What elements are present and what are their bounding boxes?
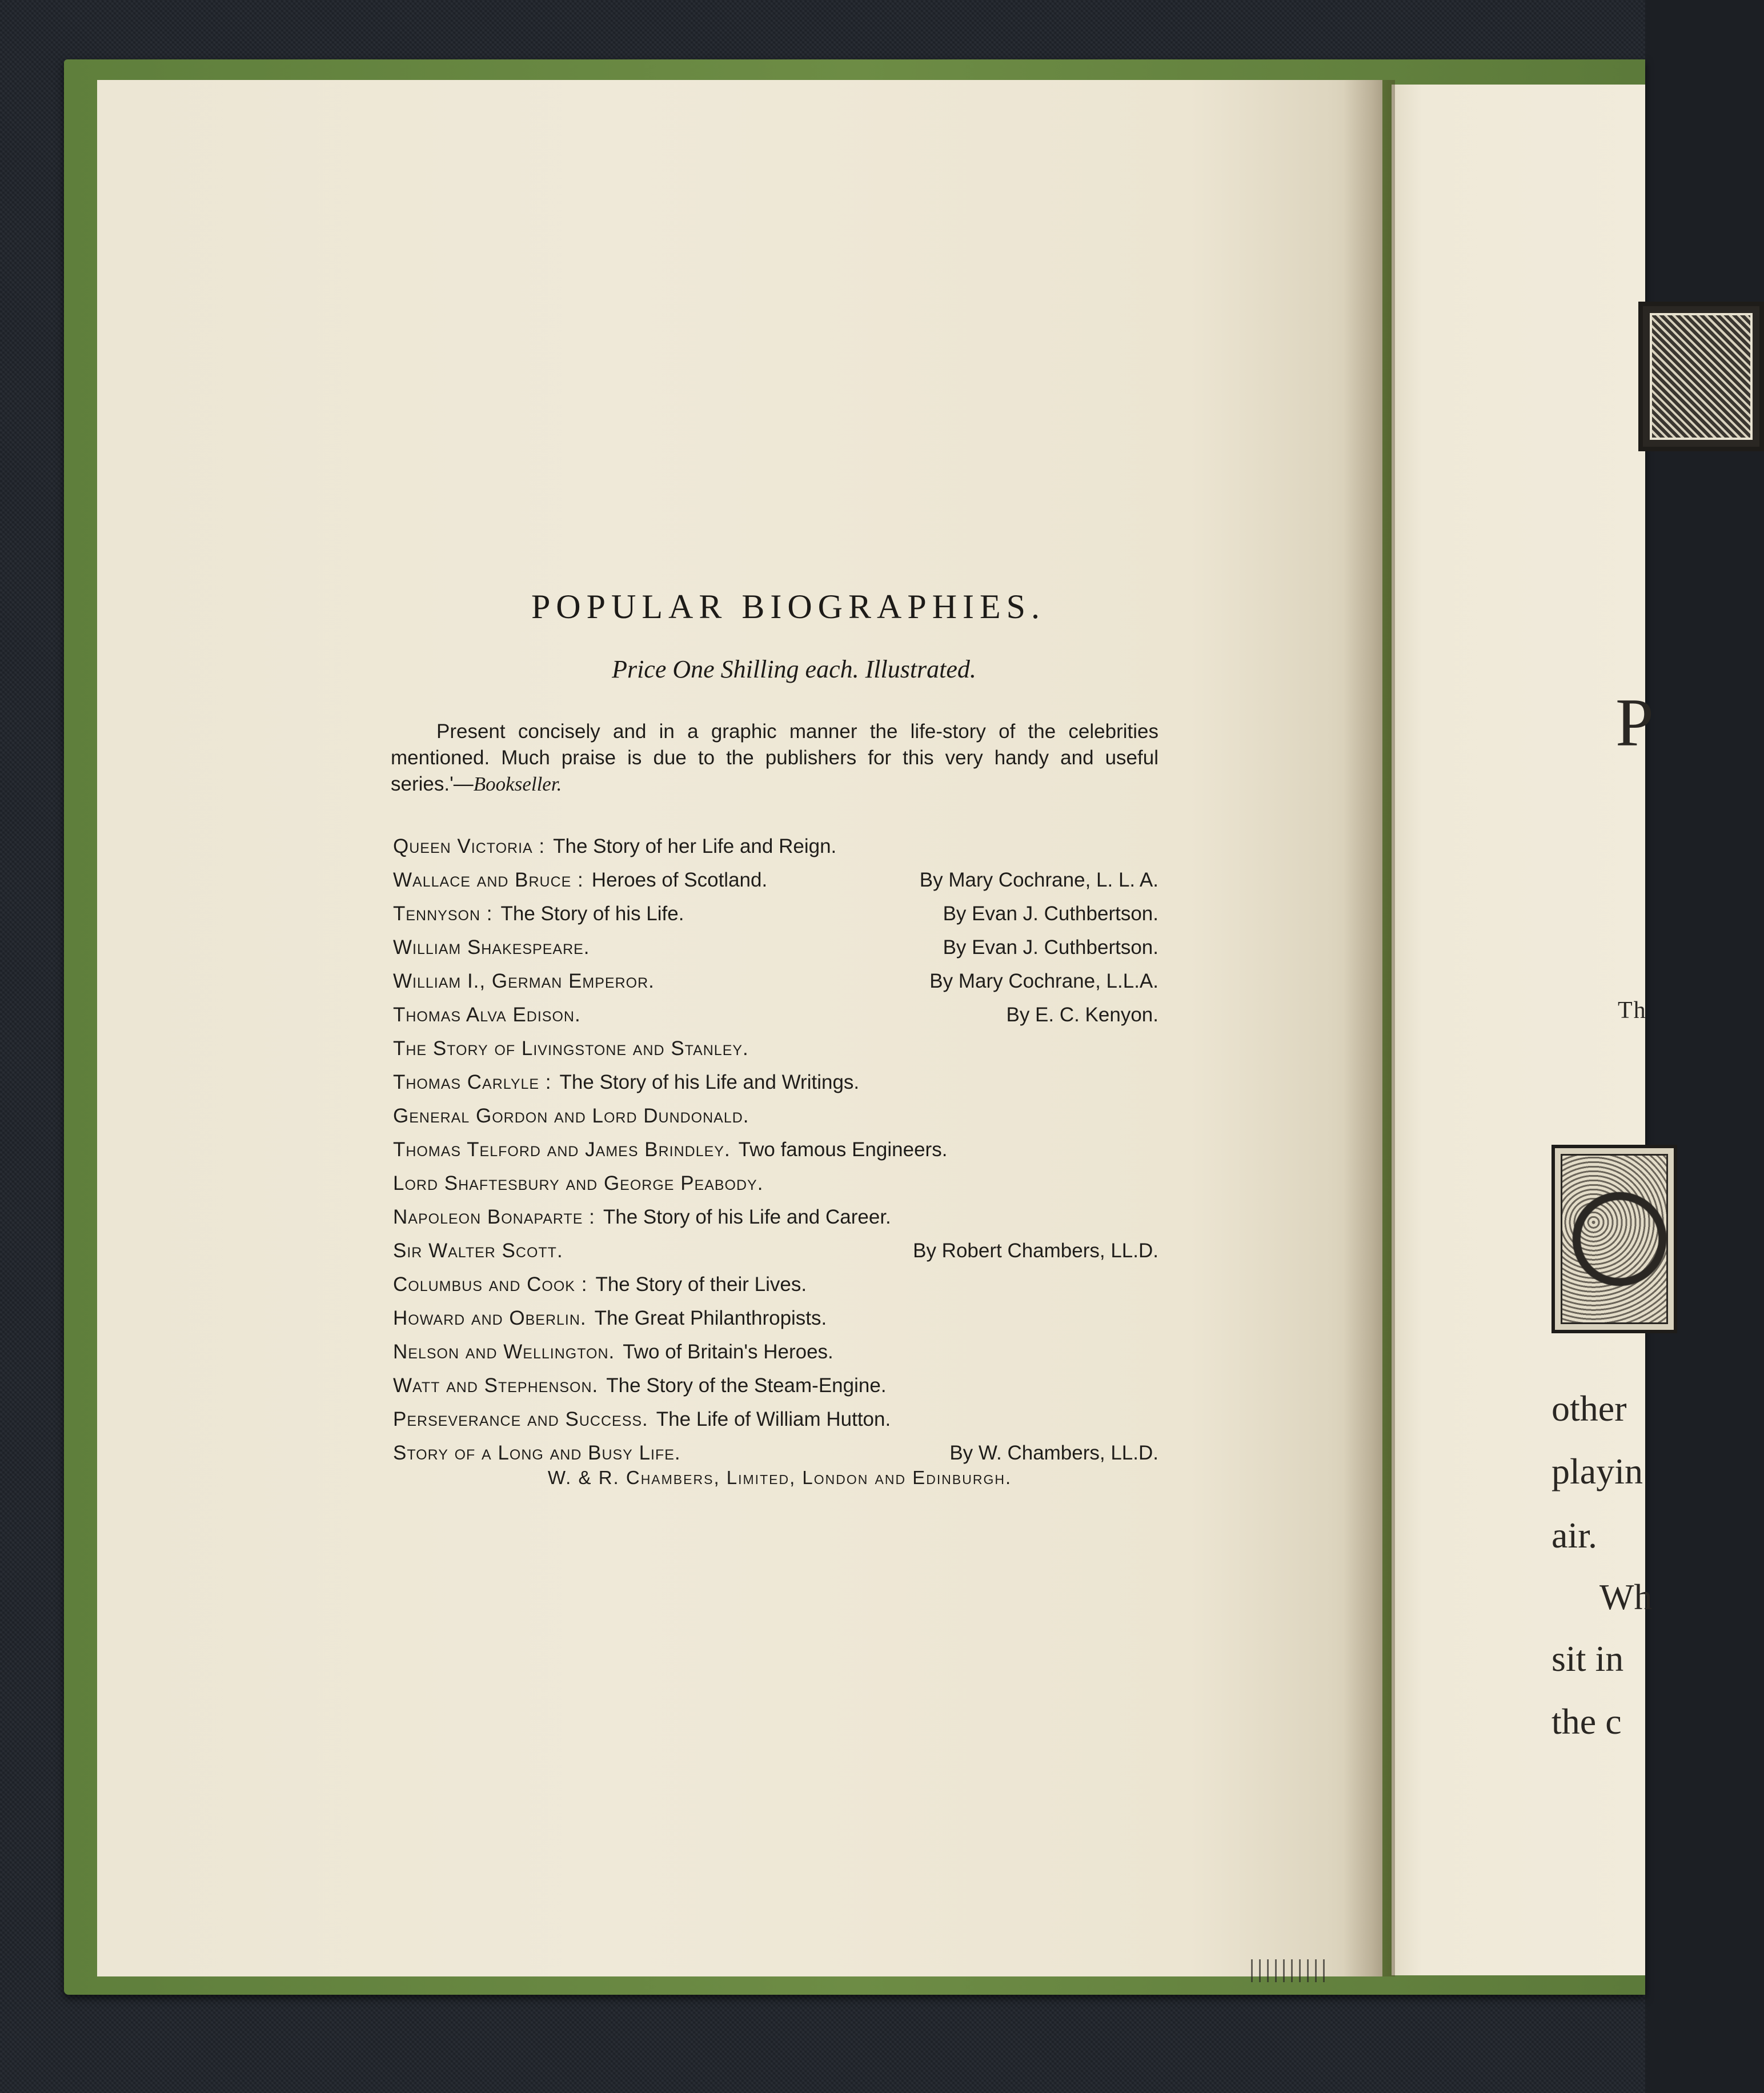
book-list-item [393,1335,1158,1369]
publisher-line: W. & R. Chambers, Limited, London and Edinburgh. [547,1467,1012,1488]
book-list-item [393,1234,1158,1268]
book-list [393,829,1158,1470]
price-line: Price One Shilling each. Illustrated. [612,655,976,683]
book-list-item [393,1268,1158,1301]
book-title: The Story of Livingstone and Stanley. [393,1037,749,1060]
ornamental-initial-icon [1551,1145,1677,1333]
book-title: Thomas Telford and James Brindley. [393,1138,731,1161]
book-author: By Evan J. Cuthbertson. [943,936,1158,959]
book-subtitle: The Story of his Life and Writings. [559,1071,860,1093]
book-title: Story of a Long and Busy Life. [393,1442,681,1464]
book-title: Wallace and Bruce : [393,869,584,891]
right-page-small-fragment: Th [1618,997,1647,1024]
book-list-item [393,863,1158,897]
book-author: By Mary Cochrane, L.L.A. [929,970,1158,992]
page-title: POPULAR BIOGRAPHIES. [531,588,1046,626]
book-subtitle: Heroes of Scotland. [591,869,768,891]
book-list-item [393,998,1158,1032]
book-list-item [393,1065,1158,1099]
book-subtitle: Two of Britain's Heroes. [623,1341,833,1363]
review-blurb [391,719,1158,797]
book-author: By Mary Cochrane, L. L. A. [919,869,1158,891]
book-subtitle: The Life of William Hutton. [656,1408,891,1430]
blurb-text: Present concisely and in a graphic manner the life-story of the celebrities mentioned. Much praise is due to the publishers for this very handy and useful series.'— [391,720,1158,795]
book-list-item [393,1099,1158,1133]
book-author: By Evan J. Cuthbertson. [943,903,1158,925]
book-title: Napoleon Bonaparte : [393,1206,595,1228]
book-subtitle: The Story of their Lives. [595,1273,807,1296]
book-author: By W. Chambers, LL.D. [949,1442,1158,1464]
right-page-text-fragment: the c [1551,1701,1622,1742]
book-author: By Robert Chambers, LL.D. [913,1240,1158,1262]
book-subtitle: The Story of her Life and Reign. [553,835,837,857]
edge-marks [1251,1959,1325,1982]
book-list-item [393,1032,1158,1065]
book-list-item [393,964,1158,998]
book-subtitle: The Story of the Steam-Engine. [606,1374,887,1397]
book-title: Nelson and Wellington. [393,1341,615,1363]
book-title: William I., German Emperor. [393,970,655,992]
right-page-text-fragment: sit in [1551,1638,1624,1679]
book-title: Sir Walter Scott. [393,1240,563,1262]
book-list-item [393,829,1158,863]
book-list-item [393,897,1158,931]
book-title: Lord Shaftesbury and George Peabody. [393,1172,764,1194]
right-page-heading-fragment: P [1615,684,1654,760]
right-page-text-fragment: other [1551,1388,1627,1429]
book-subtitle: The Story of his Life. [500,903,684,925]
book-title: General Gordon and Lord Dundonald. [393,1105,749,1127]
book-list-item [393,1301,1158,1335]
book-list-item [393,1436,1158,1470]
blurb-source: Bookseller. [473,773,562,795]
book-list-item [393,1166,1158,1200]
book-subtitle: The Story of his Life and Career. [603,1206,891,1228]
book-title: Perseverance and Success. [393,1408,648,1430]
book-title: Howard and Oberlin. [393,1307,587,1329]
book-subtitle: Two famous Engineers. [738,1138,948,1161]
book-subtitle: The Great Philanthropists. [594,1307,827,1329]
book-list-item [393,1369,1158,1402]
book-list-item [393,1200,1158,1234]
book-author: By E. C. Kenyon. [1006,1004,1158,1026]
book-title: Thomas Carlyle : [393,1071,552,1093]
ornament-block-icon [1638,302,1764,451]
book-title: Thomas Alva Edison. [393,1004,581,1026]
right-page-text-fragment: air. [1551,1515,1597,1555]
book-title: Tennyson : [393,903,493,925]
book-title: William Shakespeare. [393,936,590,959]
right-page-text-fragment: Wh [1599,1577,1653,1617]
book-list-item [393,1402,1158,1436]
book-title: Columbus and Cook : [393,1273,588,1296]
book-list-item [393,1133,1158,1166]
book-title: Queen Victoria : [393,835,546,857]
right-page-text-fragment: playin [1551,1451,1643,1491]
book-title: Watt and Stephenson. [393,1374,599,1397]
book-list-item [393,931,1158,964]
